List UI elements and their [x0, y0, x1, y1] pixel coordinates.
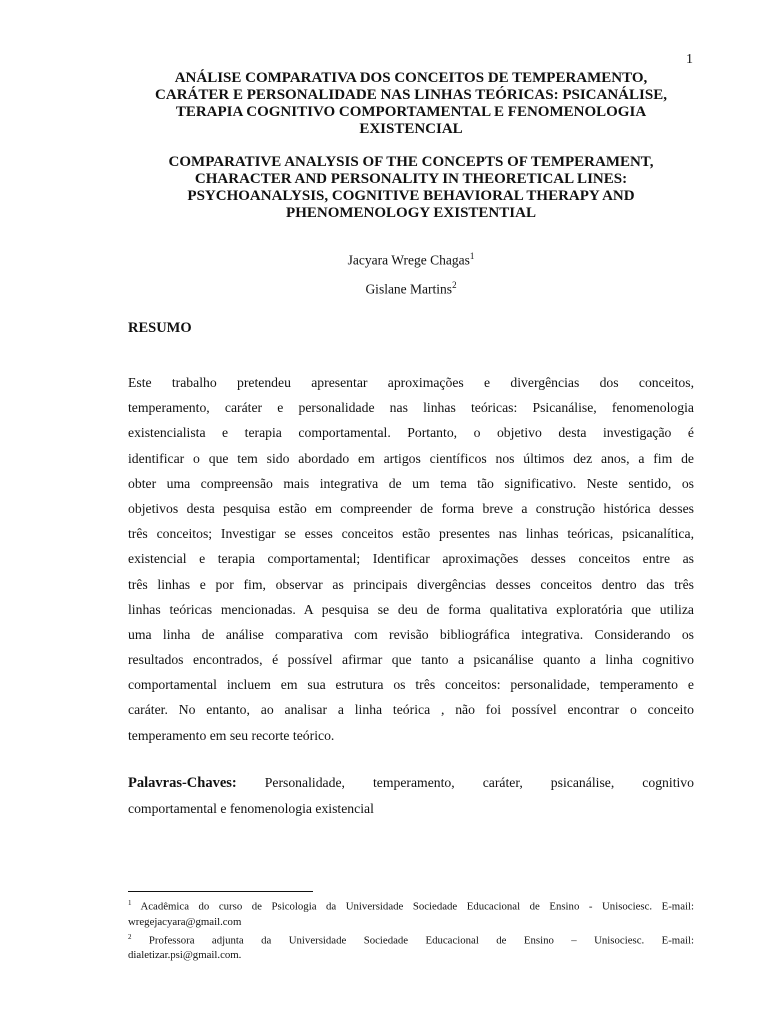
title-english [128, 154, 694, 222]
abstract-body [128, 370, 694, 748]
title-line: EXISTENCIAL [359, 121, 463, 137]
abstract-line: três conceitos; Investigar se esses conceitos estão presentes nas linhas teóricas, psicanalítica, [128, 526, 694, 542]
abstract-line: identificar o que tem sido abordado em artigos científicos nos últimos dez anos, a fim de [128, 450, 694, 466]
keywords-label: Palavras-Chaves: [128, 775, 237, 791]
abstract-heading: RESUMO [128, 320, 192, 336]
footnote-email: wregejacyara@gmail.com [128, 915, 242, 928]
abstract-line: comportamental incluem em sua estrutura os três conceitos: personalidade, temperamento e [128, 677, 694, 693]
title-line: CARÁTER E PERSONALIDADE NAS LINHAS TEÓRICAS: PSICANÁLISE, [155, 87, 667, 103]
footnote-mark: 1 [469, 251, 475, 261]
keywords-line: comportamental e fenomenologia existencial [128, 800, 374, 816]
abstract-line: resultados encontrados, é possível afirmar que tanto a psicanálise quanto a linha cognitivo [128, 652, 694, 668]
title-line: CHARACTER AND PERSONALITY IN THEORETICAL LINES: [194, 171, 628, 187]
abstract-line: temperamento, caráter e personalidade nas linhas teóricas: Psicanálise, fenomenologia [128, 400, 694, 416]
footnote-mark: 2 [128, 932, 132, 941]
abstract-line: três linhas e por fim, observar as principais divergências desses conceitos dentro das três [128, 576, 694, 592]
title-line: PSYCHOANALYSIS, COGNITIVE BEHAVIORAL THERAPY AND [187, 188, 635, 204]
abstract-line: existencial e terapia comportamental; Identificar aproximações desses conceitos entre as [128, 551, 694, 567]
footnote [128, 930, 694, 949]
footnote-text: Acadêmica do curso de Psicologia da Universidade Sociedade Educacional de Ensino - Unisociesc. E-mail: [140, 900, 694, 913]
abstract-line: temperamento em seu recorte teórico. [128, 727, 335, 743]
keywords-line [128, 770, 694, 796]
title-line: COMPARATIVE ANALYSIS OF THE CONCEPTS OF TEMPERAMENT, [168, 154, 654, 170]
abstract-line: caráter. No entanto, ao analisar a linha teórica , não foi possível encontrar o conceito [128, 702, 694, 718]
footnote-mark: 1 [128, 899, 132, 907]
author [128, 273, 694, 302]
title-portuguese [128, 70, 694, 138]
footnote-email: dialetizar.psi@gmail.com. [128, 949, 242, 962]
page-number: 1 [686, 52, 693, 67]
author [128, 244, 694, 273]
title-line: PHENOMENOLOGY EXISTENTIAL [286, 205, 536, 221]
title-line: TERAPIA COGNITIVO COMPORTAMENTAL E FENOMENOLOGIA [175, 104, 647, 120]
footnote-divider [128, 891, 313, 892]
author-name: Gislane Martins [365, 281, 453, 296]
abstract-line: uma linha de análise comparativa com revisão bibliográfica integrativa. Considerando os [128, 626, 694, 642]
footnote [128, 896, 694, 915]
author-name: Jacyara Wrege Chagas [347, 252, 470, 268]
footnote-mark: 2 [452, 279, 457, 290]
footnotes [128, 896, 694, 963]
keywords [128, 770, 694, 821]
abstract-line: obter uma compreensão mais integrativa de um tema tão significativo. Neste sentido, os [128, 475, 694, 491]
footnote-text: Professora adjunta da Universidade Sociedade Educacional de Ensino – Unisociesc. E-mail: [148, 934, 694, 947]
keywords-text: Personalidade, temperamento, caráter, psicanálise, cognitivo [264, 775, 694, 790]
author-list [128, 244, 694, 301]
abstract-line: objetivos desta pesquisa estão em compreender de forma breve a construção histórica desses [128, 500, 694, 516]
abstract-line: linhas teóricas mencionadas. A pesquisa se deu de forma qualitativa exploratória que utiliza [128, 601, 694, 617]
title-line: ANÁLISE COMPARATIVA DOS CONCEITOS DE TEMPERAMENTO, [174, 70, 648, 86]
abstract-line: existencialista e terapia comportamental. Portanto, o objetivo desta investigação é [128, 425, 694, 441]
abstract-line: Este trabalho pretendeu apresentar aproximações e divergências dos conceitos, [128, 375, 694, 390]
